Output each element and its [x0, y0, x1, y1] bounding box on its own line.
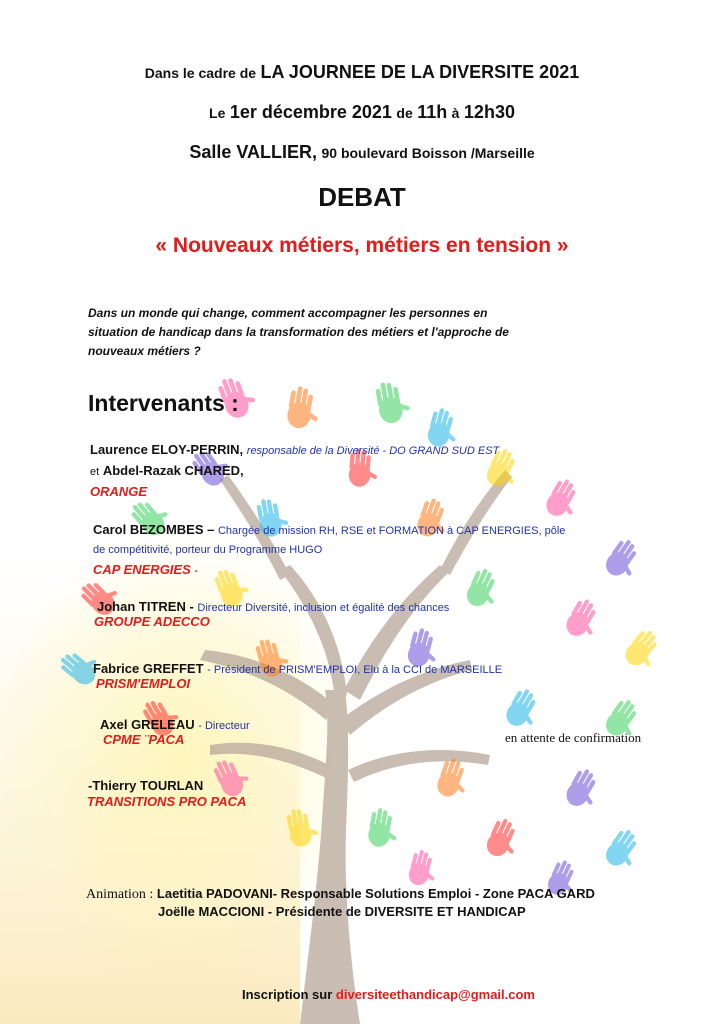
animator-1: Laetitia PADOVANI- Responsable Solutions Emploi - Zone PACA GARD [156, 886, 595, 901]
date-a: à [451, 105, 460, 121]
speaker-block-cap-energies [93, 520, 565, 581]
speaker-name: Johan TITREN - [97, 599, 194, 614]
header-line-1 [0, 62, 724, 83]
debate-subtitle: « Nouveaux métiers, métiers en tension » [155, 234, 569, 257]
animation-line-1 [86, 886, 595, 903]
confirmation-note: en attente de confirmation [505, 730, 642, 745]
speaker-name: Carol BEZOMBES – [93, 522, 215, 537]
speaker-name-prefix: et [90, 466, 100, 478]
date-le: Le [209, 105, 226, 121]
speaker-role: - Président de PRISM'EMPLOI, Elu à la CCI de MARSEILLE [207, 664, 503, 676]
intro-line-2: situation de handicap dans la transformation des métiers et l'approche de [88, 325, 509, 339]
end-time: 12h30 [463, 102, 515, 122]
speaker-name: Fabrice GREFFET [93, 661, 204, 676]
intro-paragraph [88, 304, 509, 361]
speaker-line [90, 461, 499, 482]
speakers-heading: Intervenants : [88, 390, 239, 416]
speaker-name: Axel GRELEAU [100, 717, 195, 732]
speaker-organization: CAP ENERGIES [93, 562, 191, 577]
speaker-role-continued: de compétitivité, porteur du Programme HUGO [93, 544, 323, 556]
event-date: 1er décembre 2021 [229, 102, 392, 122]
speaker-organization: PRISM'EMPLOI [96, 676, 191, 691]
speaker-line [90, 440, 499, 461]
speaker-role: responsable de la Diversité - DO GRAND SUD EST [246, 445, 500, 457]
speaker-org-suffix: - [194, 565, 199, 577]
registration-email[interactable]: diversiteethandicap@gmail.com [335, 987, 535, 1002]
speaker-organization: TRANSITIONS PRO PACA [87, 794, 247, 809]
speaker-organization: GROUPE ADECCO [94, 614, 210, 629]
registration-line [242, 987, 535, 1002]
event-name: LA JOURNEE DE LA DIVERSITE 2021 [260, 62, 580, 82]
speaker-organization: ORANGE [90, 484, 148, 499]
speaker-name: Laurence ELOY-PERRIN, [90, 442, 244, 457]
animator-2: Joëlle MACCIONI - Présidente de DIVERSITE ET HANDICAP [158, 904, 526, 919]
speaker-org-line [93, 560, 565, 581]
venue-address: 90 boulevard Boisson /Marseille [321, 145, 535, 161]
speaker-role: Directeur Diversité, inclusion et égalité des chances [197, 602, 450, 614]
intro-line-1: Dans un monde qui change, comment accompagner les personnes en [88, 306, 488, 320]
intro-line-3: nouveaux métiers ? [88, 344, 201, 358]
registration-label: Inscription sur [242, 987, 333, 1002]
start-time: 11h [417, 102, 448, 122]
speaker-role: Chargée de mission RH, RSE et FORMATION à CAP ENERGIES, pôle [217, 525, 566, 537]
speaker-block-orange [90, 440, 499, 501]
date-de: de [396, 105, 413, 121]
header-line-3 [0, 142, 724, 163]
speaker-name: Abdel-Razak CHARED, [102, 463, 244, 478]
speaker-role: - Directeur [198, 720, 250, 732]
speaker-name: -Thierry TOURLAN [88, 778, 204, 793]
animation-label: Animation : [86, 887, 154, 902]
header-prefix: Dans le cadre de [144, 65, 257, 81]
speaker-line [93, 520, 565, 541]
header-line-2 [0, 102, 724, 123]
speaker-organization: CPME ¨PACA [103, 732, 185, 747]
venue-name: Salle VALLIER, [189, 142, 318, 162]
page-title: DEBAT [318, 182, 406, 212]
